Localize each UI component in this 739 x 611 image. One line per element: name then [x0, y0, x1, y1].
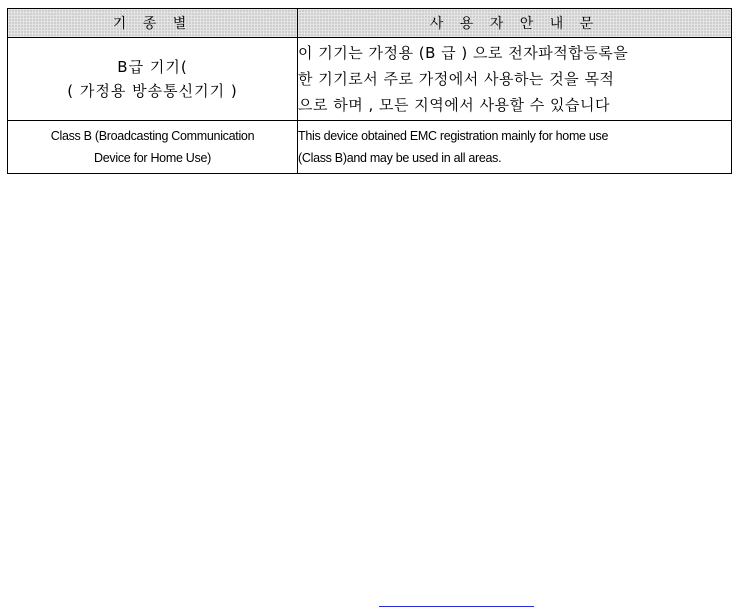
- korean-device-class-line: B급 기기(: [117, 58, 188, 76]
- korean-notice-line: 으로 하며 , 모든 지역에서 사용할 수 있습니다: [298, 96, 610, 114]
- english-notice-line: This device obtained EMC registration mainly for home use: [298, 129, 609, 143]
- english-device-class-line: Class B (Broadcasting Communication: [50, 129, 255, 143]
- table-header-row: [8, 9, 732, 38]
- header-user-notice-label: 사 용 자 안 내 문: [429, 16, 600, 32]
- english-notice-line: (Class B)and may be used in all areas.: [298, 151, 502, 165]
- english-device-class-cell: [8, 121, 298, 174]
- table-row-korean: [8, 38, 732, 121]
- korean-notice-line: 이 기기는 가정용 (B 급 ) 으로 전자파적합등록을: [298, 44, 629, 62]
- korean-notice-cell: [298, 38, 732, 121]
- english-notice-cell: [298, 121, 732, 174]
- header-device-type-label: 기 종 별: [112, 16, 193, 32]
- header-device-type: [8, 9, 298, 38]
- korean-device-class-line: ( 가정용 방송통신기기 ): [67, 82, 238, 100]
- device-class-notice-table: [7, 8, 732, 174]
- korean-device-class-cell: [8, 38, 298, 121]
- header-user-notice: [298, 9, 732, 38]
- korean-notice-line: 한 기기로서 주로 가정에서 사용하는 것을 목적: [298, 70, 615, 88]
- table-row-english: [8, 121, 732, 174]
- link-underline[interactable]: [379, 606, 534, 607]
- english-device-class-line: Device for Home Use): [94, 151, 211, 165]
